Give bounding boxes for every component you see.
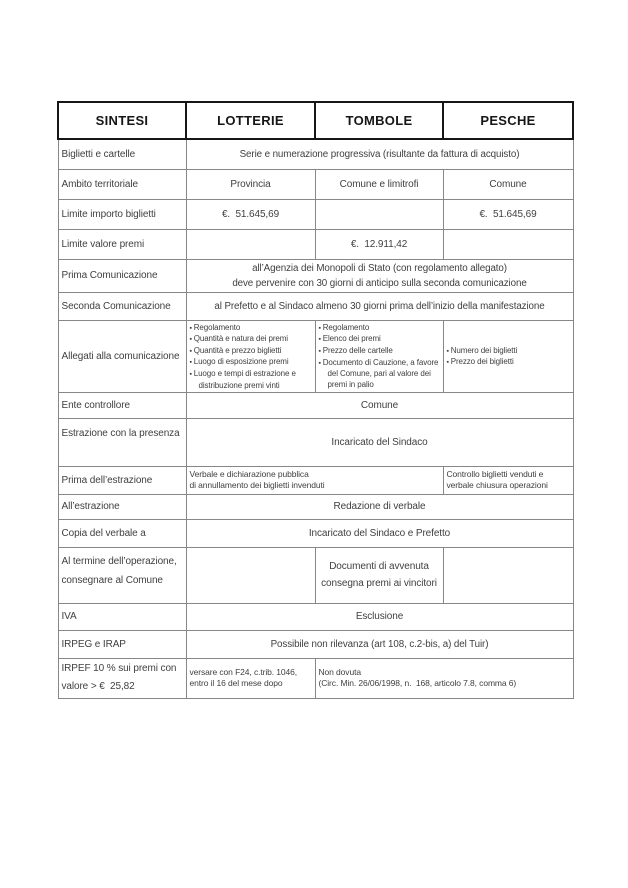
label-prima-comunicazione: Prima Comunicazione <box>58 259 186 292</box>
value-irpef-lotterie: versare con F24, c.trib. 1046, entro il 16 del mese dopo <box>186 658 315 698</box>
label-all-estrazione: All’estrazione <box>58 494 186 519</box>
bullet-item: ▪ Regolamento <box>319 322 440 334</box>
row-ente-controllore <box>58 392 573 418</box>
value-limite-valore-tombole: €. 12.911,42 <box>315 229 443 259</box>
label-limite-importo: Limite importo biglietti <box>58 199 186 229</box>
row-biglietti <box>58 139 573 169</box>
bullet-item: ▪ Quantità e prezzo biglietti <box>190 345 312 357</box>
header-col-tombole: TOMBOLE <box>315 102 443 139</box>
value-irpeg: Possibile non rilevanza (art 108, c.2-bis, a) del Tuir) <box>186 630 573 658</box>
header-col-pesche: PESCHE <box>443 102 573 139</box>
bullet-item: ▪ Prezzo dei biglietti <box>447 356 570 368</box>
value-copia-verbale: Incaricato del Sindaco e Prefetto <box>186 519 573 547</box>
value-ambito-tombole: Comune e limitrofi <box>315 169 443 199</box>
value-irpef-tombole-pesche: Non dovuta (Circ. Min. 26/06/1998, n. 168, articolo 7.8, comma 6) <box>315 658 573 698</box>
row-allegati <box>58 320 573 392</box>
label-estrazione-presenza: Estrazione con la presenza <box>58 418 186 466</box>
row-all-estrazione <box>58 494 573 519</box>
header-col-lotterie: LOTTERIE <box>186 102 315 139</box>
row-irpef <box>58 658 573 698</box>
row-limite-valore <box>58 229 573 259</box>
value-allegati-tombole <box>315 320 443 392</box>
label-iva: IVA <box>58 603 186 630</box>
value-limite-importo-lotterie: €. 51.645,69 <box>186 199 315 229</box>
value-allegati-pesche <box>443 320 573 392</box>
value-allegati-lotterie <box>186 320 315 392</box>
row-prima-comunicazione <box>58 259 573 292</box>
value-estrazione-presenza: Incaricato del Sindaco <box>186 418 573 466</box>
bullet-item: ▪ Luogo di esposizione premi <box>190 356 312 368</box>
bullet-item: ▪ Prezzo delle cartelle <box>319 345 440 357</box>
row-copia-verbale <box>58 519 573 547</box>
bullet-item: ▪ Elenco dei premi <box>319 333 440 345</box>
label-seconda-comunicazione: Seconda Comunicazione <box>58 292 186 320</box>
label-prima-estrazione: Prima dell’estrazione <box>58 466 186 494</box>
value-al-termine-lotterie <box>186 547 315 603</box>
value-limite-valore-lotterie <box>186 229 315 259</box>
value-iva: Esclusione <box>186 603 573 630</box>
value-all-estrazione: Redazione di verbale <box>186 494 573 519</box>
value-al-termine-tombole: Documenti di avvenuta consegna premi ai vincitori <box>315 547 443 603</box>
row-ambito <box>58 169 573 199</box>
value-ambito-pesche: Comune <box>443 169 573 199</box>
sintesi-table <box>57 101 574 699</box>
value-limite-valore-pesche <box>443 229 573 259</box>
row-seconda-comunicazione <box>58 292 573 320</box>
value-ente-controllore: Comune <box>186 392 573 418</box>
value-prima-estrazione-pesche: Controllo biglietti venduti e verbale chiusura operazioni <box>443 466 573 494</box>
bullet-item: ▪ Numero dei biglietti <box>447 345 570 357</box>
row-al-termine <box>58 547 573 603</box>
value-prima-estrazione-lotterie-tombole: Verbale e dichiarazione pubblica di annullamento dei biglietti invenduti <box>186 466 443 494</box>
label-irpeg: IRPEG e IRAP <box>58 630 186 658</box>
row-irpeg <box>58 630 573 658</box>
header-row <box>58 102 573 139</box>
value-limite-importo-tombole <box>315 199 443 229</box>
label-al-termine: Al termine dell’operazione, consegnare al Comune <box>58 547 186 603</box>
value-al-termine-pesche <box>443 547 573 603</box>
value-limite-importo-pesche: €. 51.645,69 <box>443 199 573 229</box>
value-biglietti: Serie e numerazione progressiva (risultante da fattura di acquisto) <box>186 139 573 169</box>
label-allegati: Allegati alla comunicazione <box>58 320 186 392</box>
label-copia-verbale: Copia del verbale a <box>58 519 186 547</box>
row-limite-importo <box>58 199 573 229</box>
bullet-item: ▪ Documento di Cauzione, a favore del Comune, pari al valore dei premi in palio <box>319 357 440 391</box>
header-corner-sintesi: SINTESI <box>58 102 186 139</box>
label-biglietti: Biglietti e cartelle <box>58 139 186 169</box>
label-ambito: Ambito territoriale <box>58 169 186 199</box>
bullet-item: ▪ Quantità e natura dei premi <box>190 333 312 345</box>
row-estrazione-presenza <box>58 418 573 466</box>
bullet-item: ▪ Luogo e tempi di estrazione e distribuzione premi vinti <box>190 368 312 391</box>
bullet-item: ▪ Regolamento <box>190 322 312 334</box>
label-irpef: IRPEF 10 % sui premi con valore > € 25,82 <box>58 658 186 698</box>
label-ente-controllore: Ente controllore <box>58 392 186 418</box>
value-ambito-lotterie: Provincia <box>186 169 315 199</box>
row-iva <box>58 603 573 630</box>
label-limite-valore: Limite valore premi <box>58 229 186 259</box>
row-prima-estrazione <box>58 466 573 494</box>
value-seconda-comunicazione: al Prefetto e al Sindaco almeno 30 giorni prima dell’inizio della manifestazione <box>186 292 573 320</box>
value-prima-comunicazione: all’Agenzia dei Monopoli di Stato (con regolamento allegato) deve pervenire con 30 giorni di anticipo sulla seconda comunicazione <box>186 259 573 292</box>
